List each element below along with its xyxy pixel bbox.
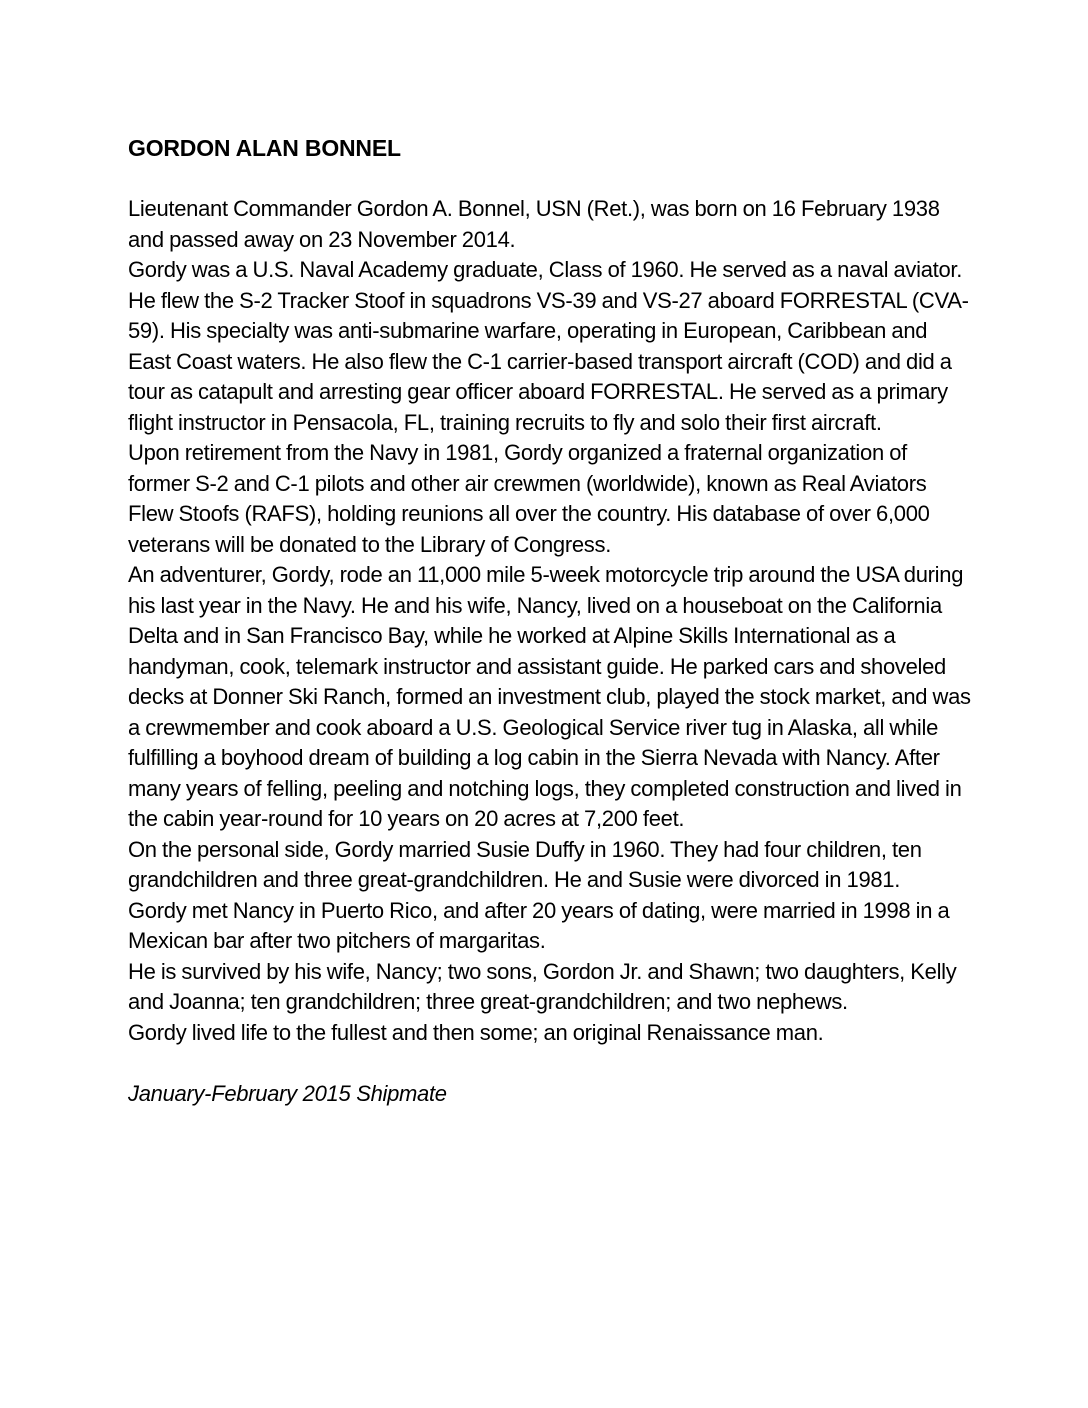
footer-citation: January-February 2015 Shipmate (128, 1080, 447, 1106)
paragraph: Upon retirement from the Navy in 1981, Gordy organized a fraternal organization of former S-2 and C-1 pilots and other air crewmen (worldwide), known as Real Aviators Flew Stoofs (RAFS), holding reunions all over the country. His database of over 6,000 veterans will be donated to the Library of Congress. (128, 440, 930, 557)
paragraph: Lieutenant Commander Gordon A. Bonnel, USN (Ret.), was born on 16 February 1938 and passed away on 23 November 2014. (128, 196, 940, 252)
document-content (128, 133, 971, 1109)
paragraph: On the personal side, Gordy married Susie Duffy in 1960. They had four children, ten grandchildren and three great-grandchildren. He and Susie were divorced in 1981. (128, 836, 922, 892)
document-title: GORDON ALAN BONNEL (128, 135, 401, 161)
paragraph: Gordy was a U.S. Naval Academy graduate, Class of 1960. He served as a naval aviator. He flew the S-2 Tracker Stoof in squadrons VS-39 and VS-27 aboard FORRESTAL (CVA-59). His specialty was anti-submarine warfare, operating in European, Caribbean and East Coast waters. He also flew the C-1 carrier-based transport aircraft (COD) and did a tour as catapult and arresting gear officer aboard FORRESTAL. He served as a primary flight instructor in Pensacola, FL, training recruits to fly and solo their first aircraft. (128, 257, 969, 435)
paragraph: An adventurer, Gordy, rode an 11,000 mile 5-week motorcycle trip around the USA during his last year in the Navy. He and his wife, Nancy, lived on a houseboat on the California Delta and in San Francisco Bay, while he worked at Alpine Skills International as a handyman, cook, telemark instructor and assistant guide. He parked cars and shoveled decks at Donner Ski Ranch, formed an investment club, played the stock market, and was a crewmember and cook aboard a U.S. Geological Service river tug in Alaska, all while fulfilling a boyhood dream of building a log cabin in the Sierra Nevada with Nancy. After many years of felling, peeling and notching logs, they completed construction and lived in the cabin year-round for 10 years on 20 acres at 7,200 feet. (128, 562, 971, 831)
paragraph: Gordy lived life to the fullest and then some; an original Renaissance man. (128, 1019, 824, 1045)
paragraph: Gordy met Nancy in Puerto Rico, and after 20 years of dating, were married in 1998 in a Mexican bar after two pitchers of margaritas. (128, 897, 950, 953)
paragraph: He is survived by his wife, Nancy; two sons, Gordon Jr. and Shawn; two daughters, Kelly and Joanna; ten grandchildren; three great-grandchildren; and two nephews. (128, 958, 957, 1014)
obituary-body (128, 194, 971, 1048)
